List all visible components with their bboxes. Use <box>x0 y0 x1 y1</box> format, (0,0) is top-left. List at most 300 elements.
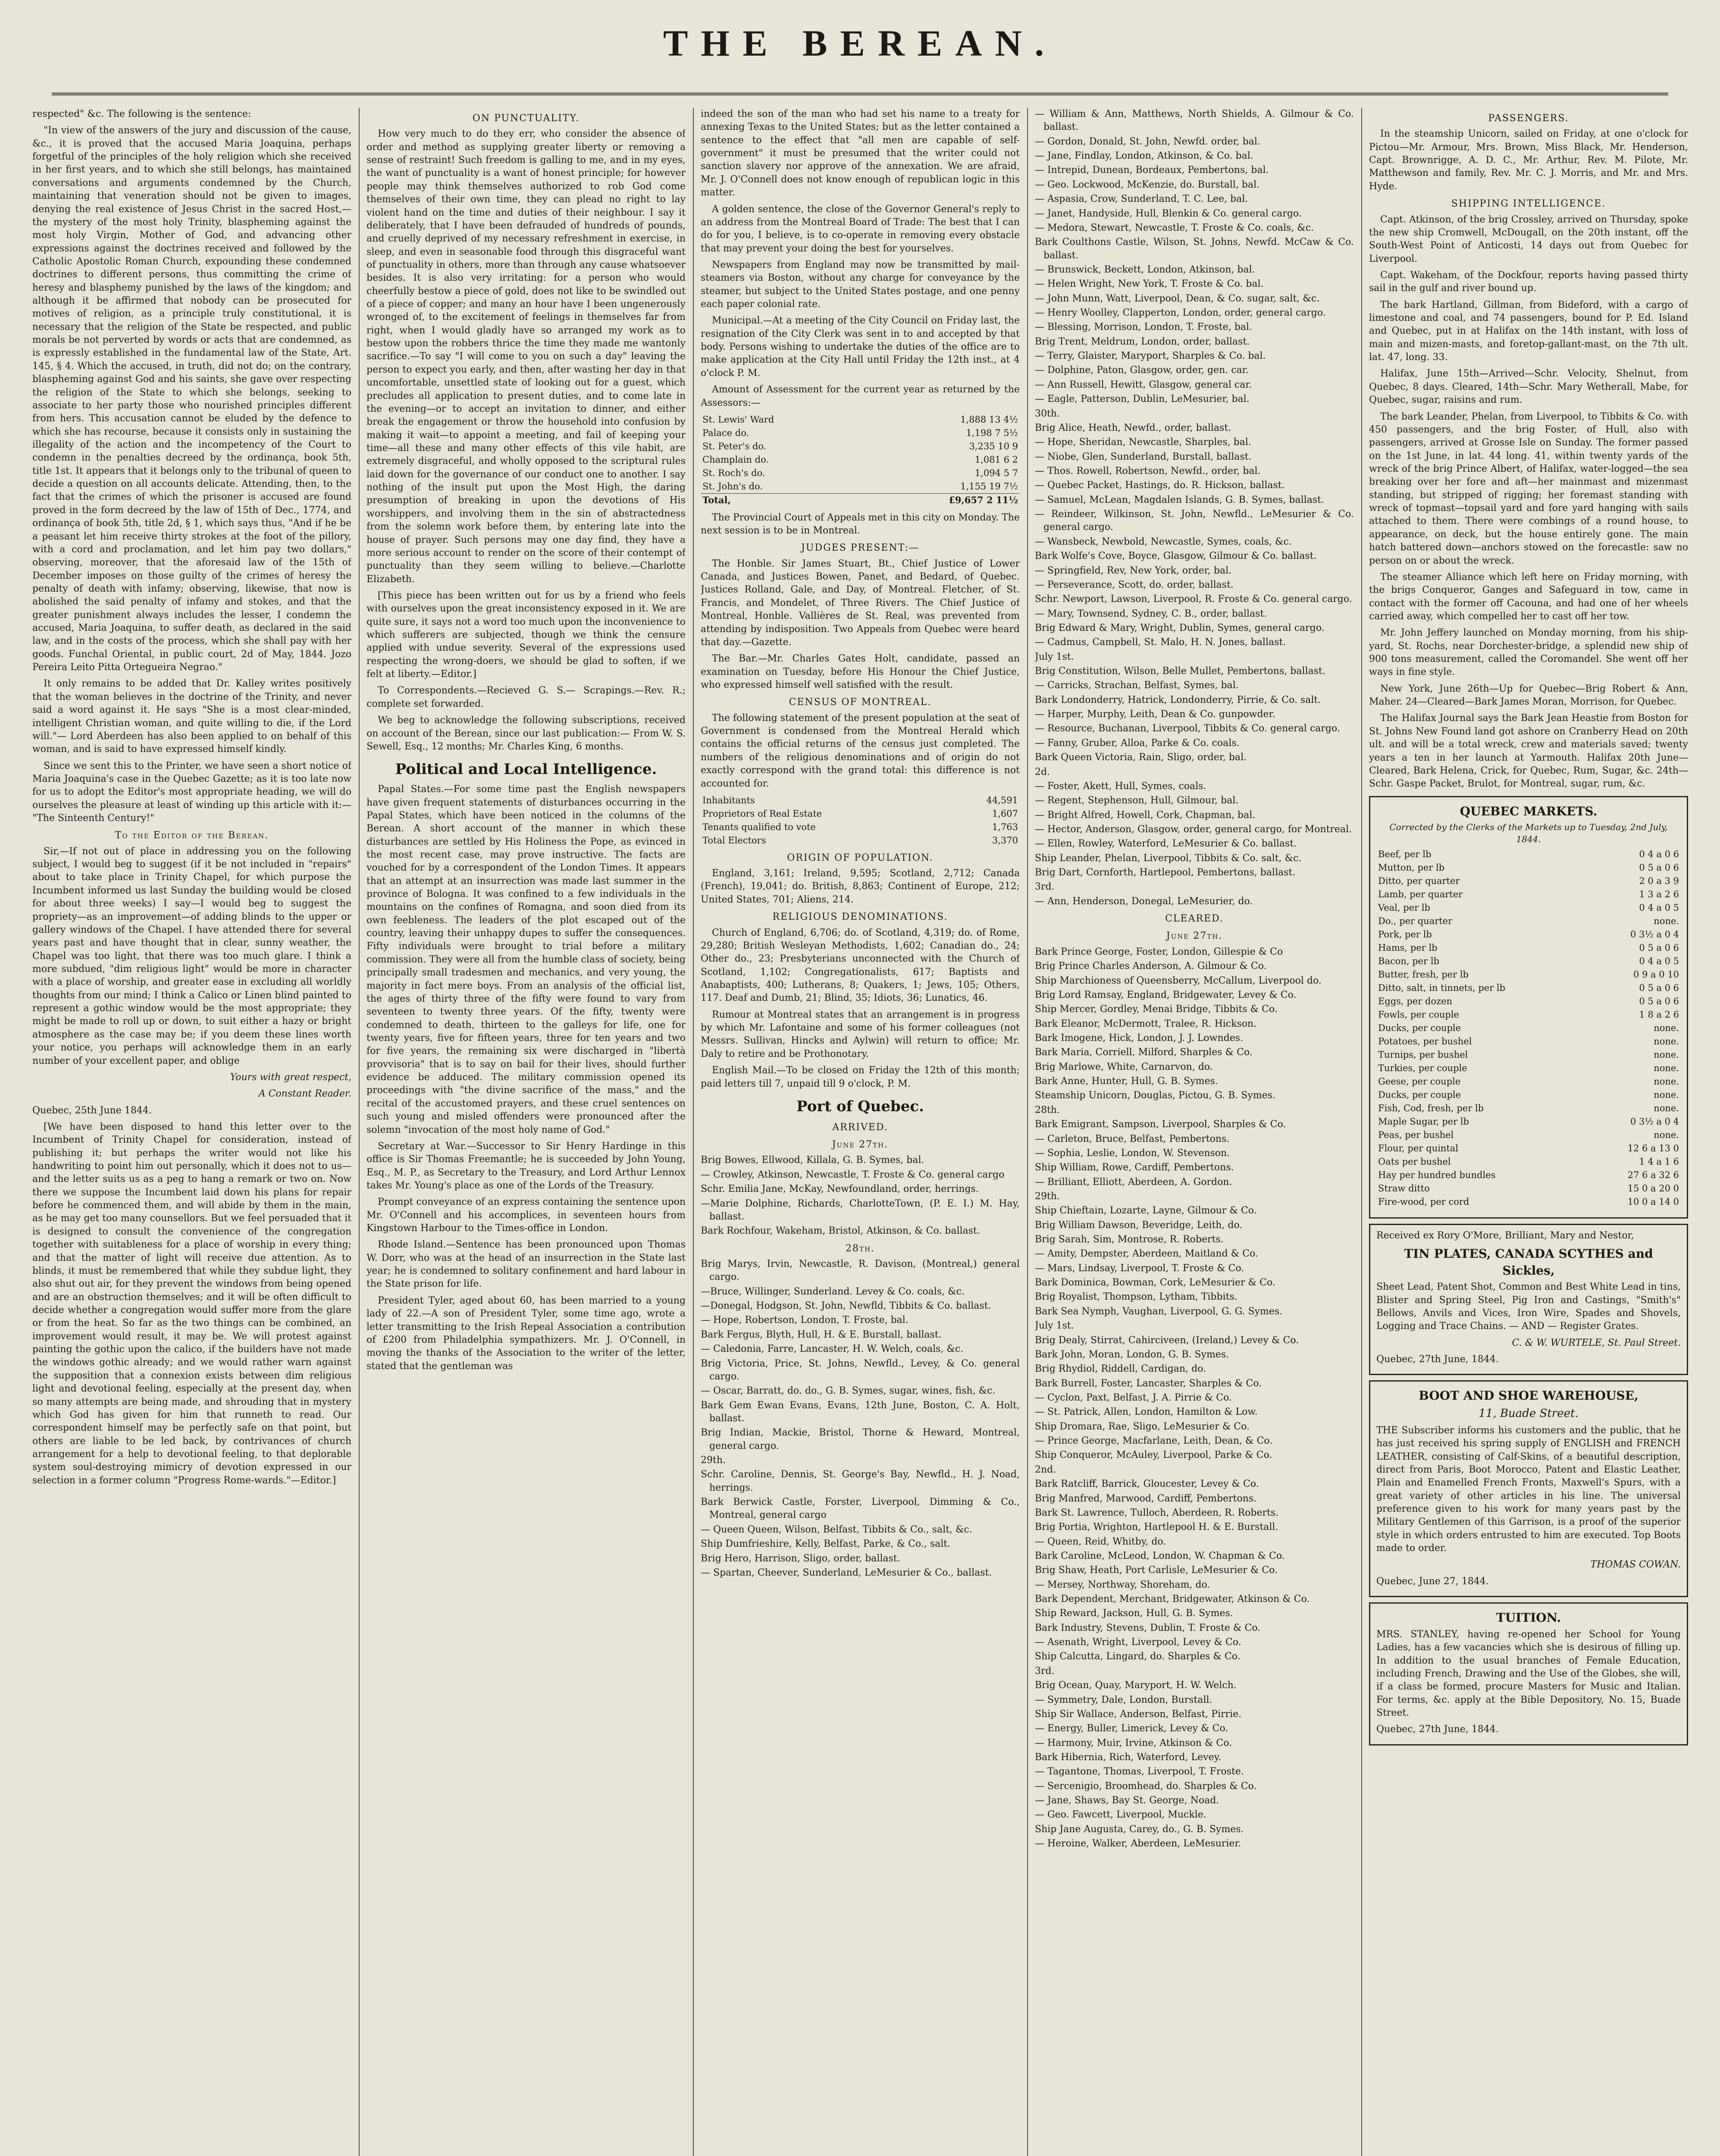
market-row-value: 10 0 a 14 0 <box>1627 1196 1679 1207</box>
cleared-entry: Ship Calcutta, Lingard, do. Sharples & Co. <box>1035 1651 1241 1662</box>
prompt-conveyance: Prompt conveyance of an express containing the sentence upon Mr. O'Connell and his accomplices, in seventeen hours from Kingstown Harbour to the Times-office in London. <box>367 1197 686 1234</box>
market-row <box>1376 1008 1681 1022</box>
remark-kalley: It only remains to be added that Dr. Kalley writes positively that the woman believes in the doctrine of the Trinity, and never said a word against it. He says "She is a most clear-minded, intelligent Christian woman, and quite willing to die, if the Lord will."— Lord Aberdeen has also been applied to on behalf of this woman, and is said to have expressed himself kindly. <box>32 678 351 755</box>
arrival-date: June 27th. <box>832 1139 889 1150</box>
market-row-value: 0 4 a 0 5 <box>1639 956 1679 967</box>
passengers-text: In the steamship Unicorn, sailed on Friday, at one o'clock for Pictou—Mr. Armour, Mrs. Brown, Miss Black, Mr. Henderson, Capt. Brownrigge, A. D. C., Mr. Arthur, Rev. M. Pilote, Mr. Matthewson and family, Rev. Mr. C. J. Morris, and Mr. and Mrs. Hyde. <box>1369 128 1688 192</box>
cleared-entry: Bark Emigrant, Sampson, Liverpool, Sharples & Co. <box>1035 1119 1286 1130</box>
shipping-item: Capt. Atkinson, of the brig Crossley, arrived on Thursday, spoke the new ship Cromwell, McDougall, on the 20th instant, off the South-West Point of Anticosti, 14 days out from Quebec for Liverpool. <box>1369 214 1688 264</box>
market-row <box>1376 1102 1681 1115</box>
origin-text: England, 3,161; Ireland, 9,595; Scotland, 2,712; Canada (French), 19,041; do. British, 8,863; Continent of Europe, 212; United States, 701; Aliens, 214. <box>701 868 1020 905</box>
cleared-entry: Steamship Unicorn, Douglas, Pictou, G. B. Symes. <box>1035 1090 1276 1101</box>
english-mail: English Mail.—To be closed on Friday the 12th of this month; paid letters till 7, unpaid till 9 o'clock, P. M. <box>701 1065 1020 1089</box>
market-row-label: Pork, per lb <box>1378 929 1432 940</box>
editor-note: [We have been disposed to hand this letter over to the Incumbent of Trinity Chapel for consideration, instead of publishing it; but perhaps the writer would not like his handwriting to point him out personally, which it does not to us—and the letter suits us as a peg to hang a remark or two on. Now there we suppose the Incumbent laid down his plans for repair before he commenced them, and will abide by them in the main, as he may get too many counsellors. But we feel persuaded that it is designed to consult the convenience of the congregation together with suitableness for a place of worship in every thing; and that the matter of light will receive due attention. As to blinds, it must be remembered that while they subdue light, they also shut out air, for they prevent the windows from being opened and are an obstruction themselves; and it will be often difficult to decide whether a congregation would suffer more from the glare or from the heat. So far as the two things can be combined, an improvement would result, it may be. We will protest against painting the gothic upon the calico, if the builders have not made the windows gothic already; and we would rather warn against the supposition that a connexion exists between dim religious light and devotional feeling, especially at the present day, when so many attempts are being made, and shrouding that in mystery which God has given for him that runneth to read. Our correspondent himself may be perfectly safe on that point, but others are liable to be led back, by contrivances of church arrangement for a help to devotional feeling, to that deplorable system soul-destroying mimicry of devotion expressed in our selection in a former column "Progress Rome-wards."—Editor.] <box>32 1121 351 1486</box>
cleared-entry: Ship Mercer, Gordley, Menai Bridge, Tibbits & Co. <box>1035 1004 1278 1015</box>
cleared-entry: Brig Rhydiol, Riddell, Cardigan, do. <box>1035 1363 1206 1375</box>
market-row-value: 1 8 a 2 6 <box>1639 1009 1679 1020</box>
market-row-value: 15 0 a 20 0 <box>1627 1183 1679 1194</box>
census-row <box>701 807 1020 821</box>
census-row-label: Tenants qualified to vote <box>702 821 816 832</box>
assessment-row-label: Palace do. <box>702 427 749 438</box>
arrival-entry: — Thos. Rowell, Robertson, Newfd., order, bal. <box>1035 465 1261 476</box>
arrivals-list <box>1035 108 1354 908</box>
market-row-label: Straw ditto <box>1378 1183 1430 1194</box>
masthead-rule <box>52 93 1668 95</box>
market-row-label: Do., per quarter <box>1378 916 1453 927</box>
arrival-entry: — Gordon, Donald, St. John, Newfd. order, bal. <box>1035 136 1260 147</box>
cleared-entry: Bark Industry, Stevens, Dublin, T. Froste & Co. <box>1035 1622 1261 1633</box>
cleared-entry: Ship Sir Wallace, Anderson, Belfast, Pirrie. <box>1035 1708 1242 1720</box>
market-row <box>1376 1195 1681 1209</box>
arrivals-list <box>701 1258 1020 1579</box>
cleared-entry: Bark Burrell, Foster, Lancaster, Sharples & Co. <box>1035 1378 1262 1389</box>
arrival-entry: — Geo. Lockwood, McKenzie, do. Burstall, bal. <box>1035 179 1260 190</box>
arrival-entry: Bark Rochfour, Wakeham, Bristol, Atkinson, & Co. ballast. <box>701 1225 980 1237</box>
arrival-entry: — Terry, Glaister, Maryport, Sharples & Co. bal. <box>1035 351 1266 362</box>
census-row-value: 1,607 <box>992 808 1018 819</box>
cleared-entry: — Queen, Reid, Whitby, do. <box>1035 1536 1166 1547</box>
cleared-entry: Bark Dominica, Bowman, Cork, LeMesurier & Co. <box>1035 1277 1275 1288</box>
cleared-entry: Bark St. Lawrence, Tulloch, Aberdeen, R. Roberts. <box>1035 1507 1279 1518</box>
cleared-list <box>1035 946 1354 1851</box>
arrival-entry: Ship Dumfrieshire, Kelly, Belfast, Parke, & Co., salt. <box>701 1539 951 1550</box>
market-row <box>1376 981 1681 995</box>
subscriptions-note: We beg to acknowledge the following subscriptions, received on account of the Berean, since our last publication:— From W. S. Sewell, Esq., 12 months; Mr. Charles King, 6 months. <box>367 715 686 752</box>
market-row <box>1376 1128 1681 1142</box>
column-2 <box>367 108 686 2156</box>
boot-ad <box>1369 1380 1688 1597</box>
market-row-value: 12 6 a 13 0 <box>1627 1143 1679 1153</box>
arrival-entry: 2d. <box>1035 766 1050 777</box>
assessment-row-value: 1,198 7 5½ <box>966 427 1018 438</box>
cleared-entry: Ship Conqueror, McAuley, Liverpool, Parke & Co. <box>1035 1450 1272 1461</box>
markets-box <box>1369 796 1688 1219</box>
arrival-date: 28th. <box>845 1243 875 1254</box>
arrival-entry: — Resource, Buchanan, Liverpool, Tibbits & Co. general cargo. <box>1035 723 1340 734</box>
census-row <box>701 794 1020 807</box>
arrival-entry: — Bright Alfred, Howell, Cork, Chapman, bal. <box>1035 809 1256 821</box>
cleared-entry: Brig Shaw, Heath, Port Carlisle, LeMesurier & Co. <box>1035 1565 1278 1576</box>
column-5 <box>1369 108 1688 2156</box>
cleared-entry: — St. Patrick, Allen, London, Hamilton & Low. <box>1035 1407 1258 1418</box>
arrival-entry: Bark Coulthons Castle, Wilson, St. Johns, Newfd. McCaw & Co. ballast. <box>1035 237 1354 261</box>
arrival-entry: —Donegal, Hodgson, St. John, Newfld, Tibbits & Co. ballast. <box>701 1300 991 1312</box>
markets-title: QUEBEC MARKETS. <box>1460 804 1598 818</box>
market-row-label: Ditto, per quarter <box>1378 876 1460 887</box>
tuition-body: MRS. STANLEY, having re-opened her School for Young Ladies, has a few vacancies which she is desirous of filling up. In addition to the usual branches of Female Education, including French, Drawing and the Use of the Globes, she will, if a class be formed, procure Masters for Music and Italian. For terms, &c. apply at the Bible Depository, No. 15, Buade Street. <box>1376 1629 1681 1718</box>
market-row <box>1376 1062 1681 1075</box>
arrived-title: ARRIVED. <box>832 1122 888 1133</box>
market-row-value: 0 5 a 0 6 <box>1639 943 1679 953</box>
cleared-entry: Brig Portia, Wrighton, Hartlepool H. & E. Burstall. <box>1035 1522 1278 1533</box>
cleared-entry: — Cyclon, Paxt, Belfast, J. A. Pirrie & Co. <box>1035 1392 1232 1403</box>
arrival-entry: — Aspasia, Crow, Sunderland, T. C. Lee, bal. <box>1035 194 1248 205</box>
market-row-label: Potatoes, per bushel <box>1378 1036 1472 1047</box>
tinplate-title: TIN PLATES, CANADA SCYTHES and Sickles, <box>1404 1246 1653 1278</box>
arrival-entry: — Mary, Townsend, Sydney, C. B., order, ballast. <box>1035 608 1267 619</box>
newspapers-england: Newspapers from England may now be transmitted by mail-steamers via Boston, without any charge for conveyance by the steamer, but subject to the United States postage, and one penny each paper colonial rate. <box>701 259 1020 310</box>
arrival-entry: — Helen Wright, New York, T. Froste & Co. bal. <box>1035 279 1264 290</box>
market-row-label: Bacon, per lb <box>1378 956 1439 967</box>
rhode-island: Rhode Island.—Sentence has been pronounced upon Thomas W. Dorr, who was at the head of an insurrection in the State last year; he is condemned to solitary confinement and hard labour in the State prison for life. <box>367 1239 686 1290</box>
president-tyler: President Tyler, aged about 60, has been married to a young lady of 22.—A son of President Tyler, some time ago, wrote a letter transmitting to the Irish Repeal Association a contribution of £200 from Philadelphia sympathizers. Mr. J. O'Connell, in moving the thanks of the Association to the writer of the letter, stated that the gentleman was <box>367 1295 686 1372</box>
market-row-label: Hams, per lb <box>1378 943 1438 953</box>
arrival-entry: — Ann, Henderson, Donegal, LeMesurier, do. <box>1035 896 1253 907</box>
arrival-entry: — Cadmus, Campbell, St. Malo, H. N. Jones, ballast. <box>1035 637 1286 648</box>
cleared-entry: — Carleton, Bruce, Belfast, Pembertons. <box>1035 1133 1230 1144</box>
cleared-entry: Ship Jane Augusta, Carey, do., G. B. Symes. <box>1035 1824 1244 1835</box>
arrival-entry: — Hope, Robertson, London, T. Froste, bal. <box>701 1315 909 1326</box>
markets-subtitle: Corrected by the Clerks of the Markets up to Tuesday, 2nd July, 1844. <box>1389 822 1668 844</box>
shipping-title: SHIPPING INTELLIGENCE. <box>1451 198 1606 210</box>
assessment-row-value: 1,888 13 4½ <box>960 414 1018 425</box>
column-3 <box>701 108 1020 2156</box>
arrival-entry: —Bruce, Willinger, Sunderland. Levey & Co. coals, &c. <box>701 1286 965 1297</box>
golden-sentence: A golden sentence, the close of the Governor General's reply to an address from the Montreal Board of Trade: The best that I can do for you, I believe, is to co-operate in removing every obstacle that may prevent your doing the best for yourselves. <box>701 204 1020 254</box>
column-divider <box>359 108 360 2156</box>
column-divider <box>1361 108 1362 2156</box>
shipping-item: Mr. John Jeffery launched on Monday morning, from his ship-yard, St. Rochs, near Dorchester-bridge, a splendid new ship of 900 tons measurement, called the Coromandel. She went off her ways in fine style. <box>1369 627 1688 678</box>
arrival-entry: Brig Trent, Meldrum, London, order, ballast. <box>1035 336 1250 347</box>
shipping-item: New York, June 26th—Up for Quebec—Brig Robert & Ann, Maher. 24—Cleared—Bark James Moran, Morrison, for Quebec. <box>1369 683 1688 708</box>
market-row-label: Oats per bushel <box>1378 1156 1451 1167</box>
cleared-entry: Bark Hibernia, Rich, Waterford, Levey. <box>1035 1752 1222 1763</box>
cleared-entry: Ship Marchioness of Queensberry, McCallum, Liverpool do. <box>1035 975 1322 986</box>
arrival-entry: — Jane, Findlay, London, Atkinson, & Co. bal. <box>1035 150 1253 162</box>
newspaper-title: THE BEREAN. <box>663 22 1057 64</box>
shipping-item: The steamer Alliance which left here on Friday morning, with the brigs Conqueror, Ganges and Safeguard in tow, came in contact with the former off Cacouna, and had one of her wheels carried away, which compelled her to cast off her tow. <box>1369 571 1688 622</box>
shipping-item: The bark Leander, Phelan, from Liverpool, to Tibbits & Co. with 450 passengers, and the brig Foster, of Hull, also with passengers, arrived at Grosse Isle on Sunday. The former passed on the 1st June, in lat. 44 long. 41, within twenty yards of the wreck of the brig Prince Albert, of Halifax, water-logged—the sea breaking over her fore and aft—her mainmast and mizenmast standing, but stripped of rigging; her foremast standing with wreck of topmast—topsail yard and fore yard hanging with sails attached to them. There were combings of a round house, to appearance, on deck, but the house entirely gone. The main hatch battered down—anchors stowed on the forecastle: saw no person on or about the wreck. <box>1369 411 1688 566</box>
arrival-entry: 3rd. <box>1035 881 1055 893</box>
assessment-row-value: 1,081 6 2 <box>974 454 1018 465</box>
market-row-value: none. <box>1654 1076 1679 1087</box>
census-row-value: 3,370 <box>992 835 1018 846</box>
arrival-entry: — Medora, Stewart, Newcastle, T. Froste & Co. coals, &c. <box>1035 222 1314 233</box>
rumour-montreal: Rumour at Montreal states that an arrangement is in progress by which Mr. Lafontaine and some of his former colleagues (not Messrs. Sullivan, Hincks and Aylwin) will return to office; Mr. Daly to retire and be Prothonotary. <box>701 1009 1020 1059</box>
arrival-entry: Ship Leander, Phelan, Liverpool, Tibbits & Co. salt, &c. <box>1035 852 1302 864</box>
assessment-row <box>701 440 1020 453</box>
cleared-entry: — Tagantone, Thomas, Liverpool, T. Froste. <box>1035 1766 1244 1777</box>
market-row-label: Ditto, salt, in tinnets, per lb <box>1378 983 1506 993</box>
verdict-text: "In view of the answers of the jury and discussion of the cause, &c., it is proved that the accused Maria Joaquina, perhaps forgetful of the principles of the holy religion which she received in her first years, and to which she still belongs, has maintained conversations and arguments condemned by the Church, maintaining that veneration should not be given to images, denying the real existence of Jesus Christ in the sacred Host,—the mystery of the most holy Trinity, blaspheming against the most holy Virgin, Mother of God, and advancing other expressions against the doctrines received and followed by the Catholic Apostolic Roman Church, expounding these condemned doctrines to different persons, thus committing the crime of heresy and blasphemy punished by the laws of the kingdom; and although it be affirmed that nobody can be prosecuted for motives of religion, as a principle truly constitutional, it is necessary that the religion of the State be respected, and public morals be not perverted by words or acts that are condemned, as is expressly established in the fundamental law of the State, Art. 145, § 4. Which the accused, in truth, did not do; on the contrary, blaspheming against God and his saints, she gave over respecting the religion of the State to which she belongs, seeking to associate to her party those who nourished principles different from hers. This accusation cannot be eluded by the defence to which she has recourse, because it consists only in sustaining the illegality of the action and the incompetency of the Court to condemn in the penalties decreed by the ordinança, book 5th, title 1st. It appears that it belongs only to the tribunal of queen to decide a question on all accounts delicate. Attending, then, to the fact that the crimes of which the prisoner is accused are found proved in the form decreed by the law of 15th of Dec., 1774, and ordinança of book 5th, title 2d, § 1, which says thus, "And if he be a peasant let him receive thirty strokes at the foot of the pillory, with a cord and proclamation, and let him pay two dollars," observing, moreover, that the aforesaid law of the 15th of December imposes on those guilty of the crimes of heresy the penalty of death with infamy; observing, likewise, that now is abolished the said penalty of infamy and stokes, and that the greater punishment always includes the lesser, I condemn the accused, Maria Joaquina, to suffer death, as declared in the said law, and in the costs of the process, which she shall pay with her goods. Funchal Oriental, in public court, 2d of May, 1844. Jozo Pereira Leito Pitta Ortegueira Negrao." <box>32 125 351 673</box>
cleared-entry: — Mars, Lindsay, Liverpool, T. Froste & Co. <box>1035 1263 1244 1274</box>
market-row-label: Geese, per couple <box>1378 1076 1461 1087</box>
census-row-value: 44,591 <box>986 795 1018 805</box>
cleared-entry: Bark Sea Nymph, Vaughan, Liverpool, G. G. Symes. <box>1035 1306 1283 1317</box>
letter-signature: A Constant Reader. <box>258 1088 351 1100</box>
market-row <box>1376 928 1681 941</box>
boot-body: THE Subscriber informs his customers and the public, that he has just received his spring supply of ENGLISH and FRENCH LEATHER, consisting of Calf-Skins, of a beautiful description, direct from Paris, Boot Morocco, Patent and Elastic Leather, Plain and Enamelled French Fronts, Maxwell's Spurs, with a great variety of other articles in his line. The universal preference given to his work for many years past by the Military Gentlemen of this Garrison, is a proof of the superior style in which orders entrusted to him are executed. Top Boots made to order. <box>1376 1425 1681 1554</box>
assessment-table <box>701 413 1020 507</box>
arrival-entry: — John Munn, Watt, Liverpool, Dean, & Co. sugar, salt, &c. <box>1035 293 1320 304</box>
market-row-value: 0 4 a 0 5 <box>1639 903 1679 913</box>
arrival-entry: Brig Indian, Mackie, Bristol, Thorne & Heward, Montreal, general cargo. <box>701 1427 1020 1451</box>
market-row-value: 0 3½ a 0 4 <box>1630 1116 1679 1127</box>
arrival-entry: Brig Hero, Harrison, Sligo, order, ballast. <box>701 1553 900 1564</box>
boot-date: Quebec, June 27, 1844. <box>1376 1576 1489 1587</box>
cleared-entry: Ship Chieftain, Lozarte, Layne, Gilmour & Co. <box>1035 1205 1257 1216</box>
census-row-label: Inhabitants <box>702 795 755 805</box>
arrival-entry: Schr. Caroline, Dennis, St. George's Bay, Newfld., H. J. Noad, herrings. <box>701 1469 1020 1493</box>
assessment-row-label: Champlain do. <box>702 454 769 465</box>
cleared-entry: Bark Imogene, Hick, London, J. J. Lowndes. <box>1035 1033 1244 1044</box>
letter-signoff: Yours with great respect, <box>230 1072 351 1083</box>
arrival-entry: Bark Queen Victoria, Rain, Sligo, order, bal. <box>1035 752 1247 763</box>
census-row <box>701 834 1020 847</box>
assessment-total: £9,657 2 11½ <box>863 493 1020 507</box>
letter-date: Quebec, 25th June 1844. <box>32 1105 152 1116</box>
market-row <box>1376 968 1681 981</box>
arrival-entry: July 1st. <box>1035 651 1074 662</box>
arrival-entry: Brig Victoria, Price, St. Johns, Newfld., Levey, & Co. general cargo. <box>701 1358 1020 1382</box>
court-appeals: The Provincial Court of Appeals met in this city on Monday. The next session is to be in Montreal. <box>701 512 1020 536</box>
cleared-entry: — Jane, Shaws, Bay St. George, Noad. <box>1035 1795 1219 1806</box>
secretary-at-war: Secretary at War.—Successor to Sir Henry Hardinge in this office is Sir Thomas Freemantle; he is succeeded by John Young, Esq., M. P., as Secretary to the Treasury, and Lord Arthur Lennox takes Mr. Young's place as one of the Lords of the Treasury. <box>367 1141 686 1191</box>
cleared-entry: — Mersey, Northway, Shoreham, do. <box>1035 1579 1210 1590</box>
cleared-entry: — Sercenigio, Broomhead, do. Sharples & Co. <box>1035 1780 1257 1792</box>
section-title: Political and Local Intelligence. <box>395 761 657 778</box>
arrival-entry: Brig Edward & Mary, Wright, Dublin, Symes, general cargo. <box>1035 622 1325 633</box>
market-row-label: Hay per hundred bundles <box>1378 1169 1496 1180</box>
cleared-entry: — Amity, Dempster, Aberdeen, Maitland & Co. <box>1035 1248 1258 1260</box>
cleared-entry: — Harmony, Muir, Irvine, Atkinson & Co. <box>1035 1737 1232 1749</box>
cleared-entry: Ship Reward, Jackson, Hull, G. B. Symes. <box>1035 1608 1233 1619</box>
market-row <box>1376 888 1681 901</box>
arrival-entry: — Samuel, McLean, Magdalen Islands, G. B. Symes, ballast. <box>1035 494 1324 505</box>
assessment-total-row <box>701 493 1020 507</box>
market-row-label: Eggs, per dozen <box>1378 996 1453 1007</box>
arrival-entry: — Fanny, Gruber, Alloa, Parke & Co. coals. <box>1035 737 1240 749</box>
assessment-row-value: 1,155 19 7½ <box>960 481 1018 492</box>
census-text: The following statement of the present population at the seat of Government is condensed from the Montreal Herald which contains the official returns of the census just completed. The numbers of the religious denominations and of origin do not exactly correspond with the grand total: this difference is not accounted for. <box>701 712 1020 789</box>
market-row-label: Fish, Cod, fresh, per lb <box>1378 1103 1484 1113</box>
market-row-value: 0 5 a 0 6 <box>1639 983 1679 993</box>
market-row <box>1376 955 1681 968</box>
assessment-row <box>701 426 1020 440</box>
cleared-entry: Brig Lord Ramsay, England, Bridgewater, Levey & Co. <box>1035 989 1297 1000</box>
market-row-value: 0 4 a 0 6 <box>1639 849 1679 860</box>
market-row-label: Beef, per lb <box>1378 849 1432 860</box>
assessment-row-value: 1,094 5 7 <box>974 467 1018 478</box>
market-row-value: 0 9 a 0 10 <box>1633 969 1679 980</box>
cleared-entry: Brig Dealy, Stirrat, Cahirciveen, (Ireland,) Levey & Co. <box>1035 1335 1299 1346</box>
cleared-entry: Brig Prince Charles Anderson, A. Gilmour & Co. <box>1035 961 1267 972</box>
arrival-entry: — Springfield, Rev, New York, order, bal. <box>1035 565 1232 576</box>
arrival-entry: Bark Gem Ewan Evans, Evans, 12th June, Boston, C. A. Holt, ballast. <box>701 1400 1020 1424</box>
column-4 <box>1035 108 1354 2156</box>
arrival-entry: Brig Dart, Cornforth, Hartlepool, Pembertons, ballast. <box>1035 867 1296 878</box>
assessment-row <box>701 467 1020 480</box>
cleared-entry: — Heroine, Walker, Aberdeen, LeMesurier. <box>1035 1838 1241 1849</box>
census-table <box>701 794 1020 847</box>
market-row <box>1376 915 1681 928</box>
tinplate-ad <box>1369 1224 1688 1376</box>
market-row-label: Ducks, per couple <box>1378 1023 1461 1034</box>
assessment-row <box>701 453 1020 467</box>
arrival-entry: — Quebec Packet, Hastings, do. R. Hickson, ballast. <box>1035 480 1285 491</box>
tinplate-signature: C. & W. WURTELE, St. Paul Street. <box>1512 1337 1681 1348</box>
market-row <box>1376 1035 1681 1048</box>
tuition-title: TUITION. <box>1496 1611 1561 1625</box>
arrival-entry: — Eagle, Patterson, Dublin, LeMesurier, bal. <box>1035 394 1250 405</box>
market-row <box>1376 1182 1681 1195</box>
arrival-entry: — Queen Queen, Wilson, Belfast, Tibbits & Co., salt, &c. <box>701 1524 972 1535</box>
census-row-label: Proprietors of Real Estate <box>702 808 822 819</box>
column-divider <box>1027 108 1028 2156</box>
cleared-entry: July 1st. <box>1035 1320 1074 1332</box>
arrival-entry: — Brunswick, Beckett, London, Atkinson, bal. <box>1035 264 1255 275</box>
market-row <box>1376 1169 1681 1182</box>
market-row-value: none. <box>1654 1103 1679 1113</box>
cleared-entry: Bark Prince George, Foster, London, Gillespie & Co <box>1035 946 1283 957</box>
market-row-label: Mutton, per lb <box>1378 862 1445 873</box>
market-row <box>1376 1088 1681 1102</box>
cleared-entry: Bark John, Moran, London, G. B. Symes. <box>1035 1349 1229 1360</box>
arrival-entry: — Carricks, Strachan, Belfast, Symes, bal. <box>1035 680 1239 691</box>
arrival-entry: —Marie Dolphine, Richards, CharlotteTown, (P. E. I.) M. Hay, ballast. <box>701 1198 1020 1222</box>
assessment-row <box>701 413 1020 426</box>
punctuality-title: ON PUNCTUALITY. <box>472 113 580 124</box>
arrival-entry: 29th. <box>701 1455 726 1466</box>
cleared-entry: 3rd. <box>1035 1665 1055 1677</box>
cleared-entry: 29th. <box>1035 1191 1060 1202</box>
arrival-entry: — William & Ann, Matthews, North Shields, A. Gilmour & Co. ballast. <box>1035 109 1354 133</box>
census-title: CENSUS OF MONTREAL. <box>789 697 932 708</box>
denominations-title: RELIGIOUS DENOMINATIONS. <box>772 912 948 923</box>
port-title: Port of Quebec. <box>796 1097 924 1115</box>
assessment-row-label: St. Peter's do. <box>702 441 767 451</box>
arrival-entry: — Foster, Akett, Hull, Symes, coals. <box>1035 780 1206 792</box>
market-row <box>1376 848 1681 861</box>
arrival-entry: Brig Alice, Heath, Newfd., order, ballast. <box>1035 422 1231 433</box>
assessment-title: Amount of Assessment for the current year as returned by the Assessors:— <box>701 384 1020 408</box>
arrival-entry: Brig Marys, Irvin, Newcastle, R. Davison, (Montreal,) general cargo. <box>701 1259 1020 1283</box>
market-row <box>1376 995 1681 1008</box>
arrival-entry: Brig Constitution, Wilson, Belle Mullet, Pembertons, ballast. <box>1035 666 1325 677</box>
market-row <box>1376 901 1681 915</box>
cleared-entry: Bark Eleanor, McDermott, Tralee, R. Hickson. <box>1035 1018 1257 1029</box>
cleared-entry: Brig Manfred, Marwood, Cardiff, Pembertons. <box>1035 1493 1257 1504</box>
arrival-entry: 30th. <box>1035 408 1060 419</box>
market-row-value: none. <box>1654 1129 1679 1140</box>
market-row-value: 0 3½ a 0 4 <box>1630 929 1679 940</box>
arrival-entry: — Ann Russell, Hewitt, Glasgow, general car. <box>1035 379 1252 390</box>
municipal: Municipal.—At a meeting of the City Council on Friday last, the resignation of the City Clerk was sent in to and accepted by that body. Persons wishing to undertake the duties of the office are to make application at the City Hall until Friday the 12th inst., at 4 o'clock P. M. <box>701 315 1020 379</box>
market-row-label: Veal, per lb <box>1378 903 1430 913</box>
arrival-entry: — Regent, Stephenson, Hull, Gilmour, bal. <box>1035 795 1239 806</box>
market-row-label: Fowls, per couple <box>1378 1009 1459 1020</box>
shipping-item: Halifax, June 15th—Arrived—Schr. Velocity, Shelnut, from Quebec, 8 days. Cleared, 14th—Schr. Mary Wetherall, Mabe, for Quebec, sugar, raisins and rum. <box>1369 368 1688 406</box>
cleared-date: June 27th. <box>1166 931 1223 942</box>
punctuality-body: How very much to do they err, who consider the absence of order and method as supplying greater liberty or removing a sense of restraint! Such freedom is galling to me, and in my eyes, the want of punctuality is a want of honest principle; for however people may think themselves authorized to rob God come themselves of their own time, they can plead no right to lay violent hand on the time and duties of their neighbour. I say it deliberately, that I have been defrauded of hundreds of pounds, and cruelly deprived of my necessary refreshment in exercise, in sleep, and even in seasonable food through this disgraceful want of punctuality in others, more than through any cause whatsoever besides. It is also very irritating: for a person who would cheerfully bestow a piece of gold, does not like to be swindled out of a piece of copper; and many an hour have I been ungenerously wronged of, to the excitement of feelings in themselves far from right, when I would gladly have so arranged my work as to bestow upon the robbers thrice the time they made me wantonly sacrifice.—To say "I will come to you on such a day" leaving the person to expect you early, and then, after wasting her day in that uncomfortable, unsettled state of looking out for a guest, which precludes all application to present duties, and to come late in the evening—or to accept an invitation to dinner, and either break the engagement or throw the household into confusion by making it wait—to appoint a meeting, and fail of keeping your time—all these and many other effects of this vile habit, are extremely disgraceful, and wholly opposed to the scriptural rules laid down for the governance of our conduct one to another. I say nothing of the insult put upon the Most High, the daring presumption of breaking in upon the devotions of His worshippers, and involving them in the sin of abstractedness from the solemn work before them, by entering late into the house of prayer. Such persons may one day find, they have a more serious account to render on the score of their contempt of punctuality than they seem willing to believe.—Charlotte Elizabeth. <box>367 128 686 585</box>
market-row-value: 0 5 a 0 6 <box>1639 862 1679 873</box>
market-row-value: none. <box>1654 916 1679 927</box>
arrival-entry: — Harper, Murphy, Leith, Dean & Co. gunpowder. <box>1035 709 1275 720</box>
boot-address: 11, Buade Street. <box>1479 1407 1579 1420</box>
market-row-value: 1 4 a 1 6 <box>1639 1156 1679 1167</box>
arrival-entry: Schr. Newport, Lawson, Liverpool, R. Froste & Co. general cargo. <box>1035 594 1352 605</box>
shipping-item: The bark Hartland, Gillman, from Bideford, with a cargo of limestone and coal, and 74 passengers, bound for P. Ed. Island and Quebec, put in at Halifax on the 14th instant, with loss of main and mizen-masts, and foretop-gallant-mast, on the 7th ult. lat. 47, long. 33. <box>1369 299 1688 363</box>
cleared-entry: — Energy, Buller, Limerick, Levey & Co. <box>1035 1723 1228 1734</box>
market-row <box>1376 941 1681 955</box>
arrival-entry: — Spartan, Cheever, Sunderland, LeMesurier & Co., ballast. <box>701 1567 992 1578</box>
market-row-label: Ducks, per couple <box>1378 1089 1461 1100</box>
tinplate-date: Quebec, 27th June, 1844. <box>1376 1354 1499 1365</box>
arrival-entry: — Hope, Sheridan, Newcastle, Sharples, bal. <box>1035 437 1251 448</box>
market-row-value: none. <box>1654 1049 1679 1060</box>
census-row-label: Total Electors <box>702 835 766 846</box>
cleared-entry: Ship William, Rowe, Cardiff, Pembertons. <box>1035 1162 1234 1173</box>
shipping-intelligence <box>1369 213 1688 791</box>
judges-title: JUDGES PRESENT:— <box>801 542 919 554</box>
arrival-entry: — Ellen, Rowley, Waterford, LeMesurier & Co. ballast. <box>1035 838 1297 849</box>
market-row-label: Fire-wood, per cord <box>1378 1196 1469 1207</box>
market-row-label: Butter, fresh, per lb <box>1378 969 1469 980</box>
tinplate-body: Sheet Lead, Patent Shot, Common and Best White Lead in tins, Blister and Spring Steel, Pig Iron and Castings, "Smith's" Bellows, Anvils and Vices, Iron Wire, Spades and Shovels, Logging and Trace Chains. — AND — Register Grates. <box>1376 1282 1681 1332</box>
arrival-entry: Bark Fergus, Blyth, Hull, H. & E. Burstall, ballast. <box>701 1329 942 1340</box>
assessment-row-value: 3,235 10 9 <box>969 441 1018 451</box>
arrival-entry: Schr. Emilia Jane, McKay, Newfoundland, order, herrings. <box>701 1184 979 1195</box>
remark-gazette: Since we sent this to the Printer, we have seen a short notice of Maria Joaquina's case in the Quebec Gazette; as it is too late now for us to adopt the Editor's most appropriate heading, we will do ourselves the pleasure at least of winding up this article with it:— "The Sinteenth Century!" <box>32 760 351 824</box>
cleared-entry: — Symmetry, Dale, London, Burstall. <box>1035 1694 1212 1705</box>
market-row-label: Peas, per bushel <box>1378 1129 1454 1140</box>
arrival-entry: — Crowley, Atkinson, Newcastle, T. Froste & Co. general cargo <box>701 1169 1005 1180</box>
arrival-entry: Bark Berwick Castle, Forster, Liverpool, Dimming & Co., Montreal, general cargo <box>701 1497 1020 1521</box>
cleared-entry: Brig Sarah, Sim, Montrose, R. Roberts. <box>1035 1234 1224 1245</box>
market-row-value: none. <box>1654 1062 1679 1073</box>
market-row <box>1376 1048 1681 1062</box>
market-row-value: 2 0 a 3 9 <box>1639 876 1679 887</box>
arrival-entry: — Perseverance, Scott, do. order, ballast. <box>1035 579 1234 590</box>
cleared-entry: — Brilliant, Elliott, Aberdeen, A. Gordon. <box>1035 1176 1232 1188</box>
masthead <box>0 0 1720 108</box>
market-row-value: 27 6 a 32 6 <box>1627 1169 1679 1180</box>
boot-title: BOOT AND SHOE WAREHOUSE, <box>1419 1388 1639 1403</box>
tyler-continued: indeed the son of the man who had set his name to a treaty for annexing Texas to the United States; but as the letter contained a sentence to the effect that "all men are capable of self-government" it must be presumed that the writer could not sanction slavery nor approve of the annexation. We are afraid, Mr. J. O'Connell does not know enough of republican logic in this matter. <box>701 109 1020 198</box>
cleared-entry: — Asenath, Wright, Liverpool, Levey & Co. <box>1035 1637 1241 1648</box>
correspondents-note: To Correspondents.—Recieved G. S.— Scrapings.—Rev. R.; complete set forwarded. <box>367 685 686 709</box>
market-row-value: none. <box>1654 1036 1679 1047</box>
assessment-row-label: St. John's do. <box>702 481 763 492</box>
assessment-row <box>701 480 1020 493</box>
cleared-entry: Bark Ratcliff, Barrick, Gloucester, Levey & Co. <box>1035 1479 1259 1490</box>
judges-list: The Honble. Sir James Stuart, Bt., Chief Justice of Lower Canada, and Justices Bowen, Panet, and Bedard, of Quebec. Justices Rolland, Gale, and Day, of Montreal. Fletcher, of St. Francis, and Mondelet, of Three Rivers. The Chief Justice of Montreal, Honble. Vallières de St. Real, was prevented from attending by indisposition. Two Appeals from Quebec were heard that day.—Gazette. <box>701 558 1020 648</box>
cleared-entry: 2nd. <box>1035 1464 1056 1475</box>
market-row-label: Lamb, per quarter <box>1378 889 1463 900</box>
arrival-entry: — Hector, Anderson, Glasgow, order, general cargo, for Montreal. <box>1035 824 1352 835</box>
market-row <box>1376 874 1681 888</box>
assessment-total-label: Total, <box>701 493 863 507</box>
arrival-entry: — Niobe, Glen, Sunderland, Burstall, ballast. <box>1035 451 1252 462</box>
denominations-text: Church of England, 6,706; do. of Scotland, 4,319; do. of Rome, 29,280; British Wesleyan Methodists, 1,602; Canadian do., 24; Other do., 23; Presbyterians unconnected with the Church of Scotland, 1,102; Congregationalists, 617; Baptists and Anabaptists, 400; Lutherans, 8; Quakers, 1; Jews, 105; Others, 117. Deaf and Dumb, 21; Blind, 35; Idiots, 36; Lunatics, 46. <box>701 927 1020 1004</box>
cleared-entry: — Sophia, Leslie, London, W. Stevenson. <box>1035 1147 1230 1159</box>
arrival-entry: — Blessing, Morrison, London, T. Froste, bal. <box>1035 322 1252 333</box>
cleared-title: CLEARED. <box>1165 913 1224 924</box>
market-row-label: Flour, per quintal <box>1378 1143 1459 1153</box>
market-row-value: none. <box>1654 1023 1679 1034</box>
assessment-row-label: St. Lewis' Ward <box>702 414 774 425</box>
cleared-entry: Brig Marlowe, White, Carnarvon, do. <box>1035 1061 1213 1072</box>
market-row <box>1376 1115 1681 1128</box>
cleared-entry: — Geo. Fawcett, Liverpool, Muckle. <box>1035 1809 1206 1821</box>
cleared-entry: Bark Caroline, McLeod, London, W. Chapman & Co. <box>1035 1550 1285 1561</box>
letter-heading: To the Editor of the Berean. <box>115 830 269 841</box>
letter-body: Sir,—If not out of place in addressing you on the following subject, I would beg to suggest (if it be not included in "repairs" about to take place in Trinity Chapel, for which purpose the Incumbent informed us last Sunday the building would be closed for about three weeks) I say—I would beg to suggest the propriety—as an improvement—of adding blinds to the upper or gallery windows of the Chapel. I have attended there for several years past and have thought that in clear, sunny weather, the Chapel was too light, that there was too much glare. I think a more subdued, "dim religious light" would be more in character with a place of worship, and greater ease in excluding all worldly thoughts from our mind; I think a Calico or Linen blind painted to represent a gothic window would be the most appropriate; they might be made to roll up or down, to suit either a hazy or bright atmosphere as the case may be; if you deem these lines worth your notice, you perhaps will acknowledge them in an early number of your excellent paper, and oblige <box>32 846 351 1066</box>
arrivals-list <box>701 1154 1020 1238</box>
markets-table <box>1376 848 1681 1208</box>
punctuality-note: [This piece has been written out for us by a friend who feels with ourselves upon the great inconsistency exposed in it. We are quite sure, it says not a word too much upon the inconvenience to which sufferers are subjected, though we think the censure applied with undue severity. Several of the expressions used respecting the wrong-doers, we should be glad to soften, if we felt at liberty.—Editor.] <box>367 590 686 680</box>
